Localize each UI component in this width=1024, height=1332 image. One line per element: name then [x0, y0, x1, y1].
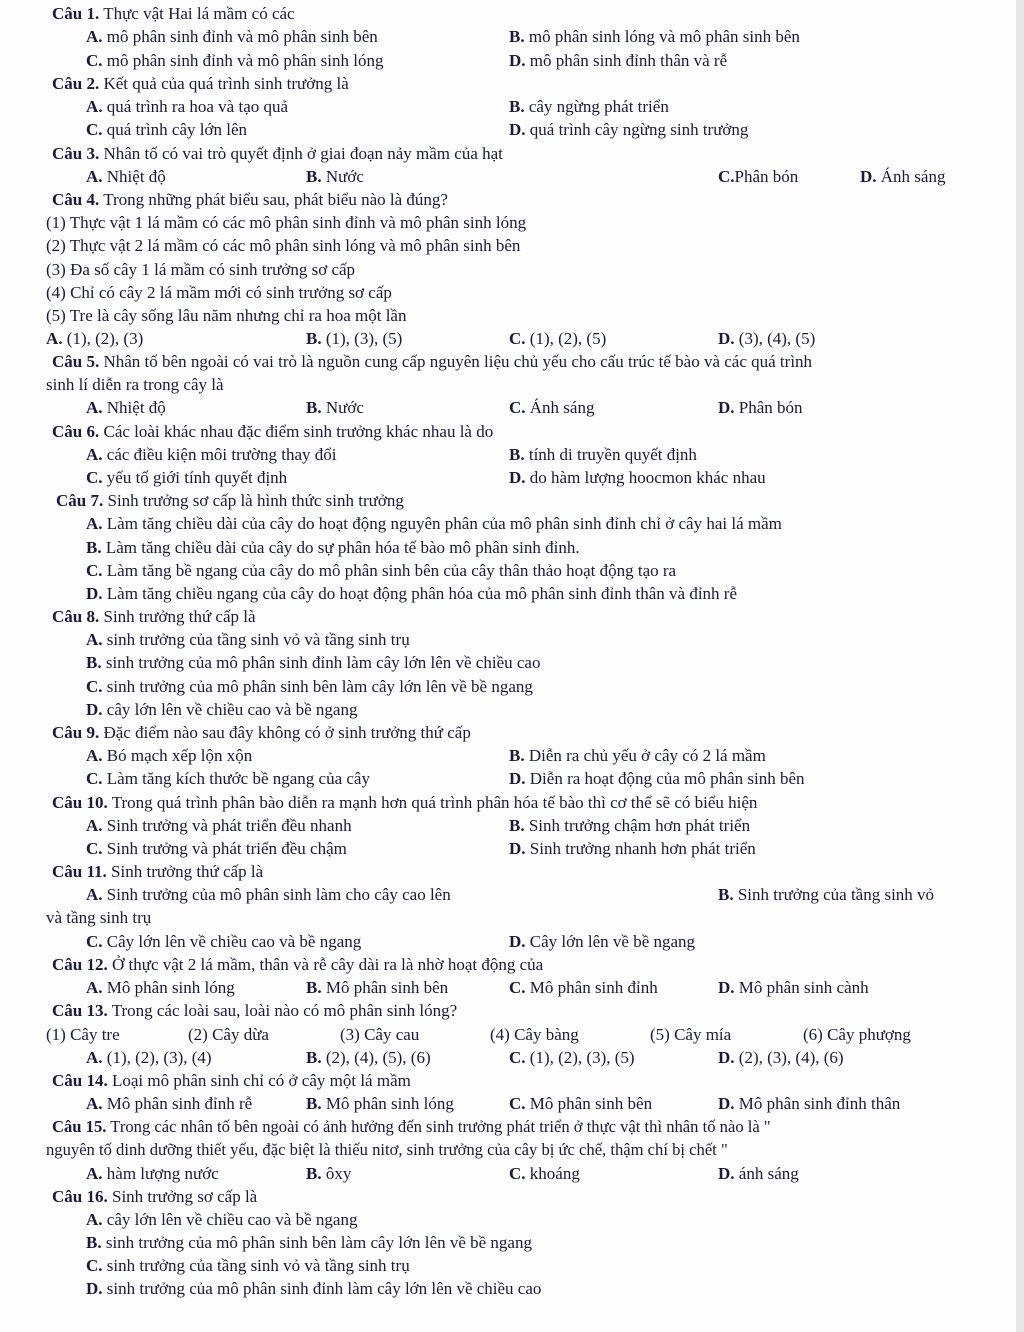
q13-option-d: D. (2), (3), (4), (6) [718, 1048, 844, 1067]
q9-option-a: A. Bó mạch xếp lộn xộn [86, 746, 253, 765]
q4-option-b: B. (1), (3), (5) [306, 329, 403, 348]
q8-option-b: B. sinh trưởng của mô phân sinh đỉnh làm cây lớn lên về chiều cao [86, 653, 541, 672]
question-9: Câu 9. Đặc điểm nào sau đây không có ở sinh trưởng thứ cấp [52, 723, 471, 742]
question-10: Câu 10. Trong quá trình phân bào diễn ra mạnh hơn quá trình phân hóa tế bào thì cơ thể sẽ có biểu hiện [52, 793, 758, 812]
q15-option-a: A. hàm lượng nước [86, 1164, 219, 1183]
question-11: Câu 11. Sinh trưởng thứ cấp là [52, 862, 264, 881]
q16-option-b: B. sinh trưởng của mô phân sinh bên làm cây lớn lên về bề ngang [86, 1233, 532, 1252]
q12-option-a: A. Mô phân sinh lóng [86, 978, 235, 997]
q12-option-b: B. Mô phân sinh bên [306, 978, 449, 997]
q1-option-d: D. mô phân sinh đỉnh thân và rễ [509, 51, 728, 70]
q12-option-c: C. Mô phân sinh đỉnh [509, 978, 658, 997]
q15-option-c: C. khoáng [509, 1164, 580, 1183]
q15-option-d: D. ánh sáng [718, 1164, 799, 1183]
right-border-strip [1016, 0, 1024, 1332]
q4-statement-5: (5) Tre là cây sống lâu năm nhưng chỉ ra hoa một lần [46, 306, 407, 325]
question-5-continued: sinh lí diễn ra trong cây là [46, 375, 224, 394]
question-4: Câu 4. Trong những phát biểu sau, phát biểu nào là đúng? [52, 190, 448, 209]
q4-option-a: A. (1), (2), (3) [46, 329, 144, 348]
q1-option-a: A. mô phân sinh đỉnh và mô phân sinh bên [86, 27, 378, 46]
q13-option-b: B. (2), (4), (5), (6) [306, 1048, 431, 1067]
q7-option-a: A. Làm tăng chiều dài của cây do hoạt động nguyên phân của mô phân sinh đỉnh chỉ ở cây hai lá mầm [86, 514, 782, 533]
q12-option-d: D. Mô phân sinh cành [718, 978, 869, 997]
q5-option-d: D. Phân bón [718, 398, 803, 417]
q13-item-1: (1) Cây tre [46, 1025, 120, 1044]
q13-option-a: A. (1), (2), (3), (4) [86, 1048, 212, 1067]
question-12: Câu 12. Ở thực vật 2 lá mầm, thân và rễ cây dài ra là nhờ hoạt động của [52, 955, 544, 974]
q15-option-b: B. ôxy [306, 1164, 352, 1183]
question-1: Câu 1. Thực vật Hai lá mầm có các [52, 4, 295, 23]
q2-option-c: C. quá trình cây lớn lên [86, 120, 248, 139]
q3-option-c: C.Phân bón [718, 167, 799, 186]
question-15: Câu 15. Trong các nhân tố bên ngoài có ảnh hưởng đến sinh trưởng phát triển ở thực vật thì nhân tố nào là " [52, 1117, 771, 1136]
q16-option-c: C. sinh trưởng của tầng sinh vỏ và tầng sinh trụ [86, 1256, 410, 1275]
q10-option-d: D. Sinh trưởng nhanh hơn phát triển [509, 839, 756, 858]
question-16: Câu 16. Sinh trưởng sơ cấp là [52, 1187, 258, 1206]
q5-option-c: C. Ánh sáng [509, 398, 595, 417]
q13-item-5: (5) Cây mía [650, 1025, 732, 1044]
q5-option-b: B. Nước [306, 398, 364, 417]
question-6: Câu 6. Các loài khác nhau đặc điểm sinh trưởng khác nhau là do [52, 422, 494, 441]
q13-item-6: (6) Cây phượng [803, 1025, 911, 1044]
q6-option-a: A. các điều kiện môi trường thay đổi [86, 445, 337, 464]
q9-option-b: B. Diễn ra chủ yếu ở cây có 2 lá mầm [509, 746, 766, 765]
q7-option-c: C. Làm tăng bề ngang của cây do mô phân sinh bên của cây thân thảo hoạt động tạo ra [86, 561, 677, 580]
q5-option-a: A. Nhiệt độ [86, 398, 166, 417]
q3-option-d: D. Ánh sáng [860, 167, 946, 186]
q9-option-d: D. Diễn ra hoạt động của mô phân sinh bên [509, 769, 805, 788]
q11-option-a: A. Sinh trưởng của mô phân sinh làm cho cây cao lên [86, 885, 451, 904]
q16-option-d: D. sinh trưởng của mô phân sinh đỉnh làm cây lớn lên về chiều cao [86, 1279, 542, 1298]
question-13: Câu 13. Trong các loài sau, loài nào có mô phân sinh lóng? [52, 1001, 458, 1020]
q7-option-b: B. Làm tăng chiều dài của cây do sự phân hóa tế bào mô phân sinh đỉnh. [86, 538, 580, 557]
q1-option-c: C. mô phân sinh đỉnh và mô phân sinh lóng [86, 51, 384, 70]
q4-statement-1: (1) Thực vật 1 lá mầm có các mô phân sinh đỉnh và mô phân sinh lóng [46, 213, 527, 232]
q6-option-b: B. tính di truyền quyết định [509, 445, 697, 464]
q13-item-4: (4) Cây bàng [490, 1025, 579, 1044]
question-5: Câu 5. Nhân tố bên ngoài có vai trò là nguồn cung cấp nguyên liệu chủ yếu cho cấu trúc tế bào và các quá trình [52, 352, 813, 371]
q6-option-c: C. yếu tố giới tính quyết định [86, 468, 288, 487]
q14-option-b: B. Mô phân sinh lóng [306, 1094, 454, 1113]
q14-option-d: D. Mô phân sinh đỉnh thân [718, 1094, 901, 1113]
question-15-continued: nguyên tố dinh dưỡng thiết yếu, đặc biệt là thiếu nitơ, sinh trưởng của cây bị ức chế, thậm chí bị chết " [46, 1140, 728, 1159]
q11-option-d: D. Cây lớn lên về bề ngang [509, 932, 696, 951]
question-3: Câu 3. Nhân tố có vai trò quyết định ở giai đoạn nảy mầm của hạt [52, 144, 503, 163]
q16-option-a: A. cây lớn lên về chiều cao và bề ngang [86, 1210, 358, 1229]
q4-option-c: C. (1), (2), (5) [509, 329, 607, 348]
q4-statement-3: (3) Đa số cây 1 lá mầm có sinh trưởng sơ cấp [46, 260, 356, 279]
q4-statement-4: (4) Chỉ có cây 2 lá mầm mới có sinh trưởng sơ cấp [46, 283, 392, 302]
question-8: Câu 8. Sinh trưởng thứ cấp là [52, 607, 256, 626]
q4-statement-2: (2) Thực vật 2 lá mầm có các mô phân sinh lóng và mô phân sinh bên [46, 236, 521, 255]
q13-item-2: (2) Cây dừa [188, 1025, 269, 1044]
q8-option-a: A. sinh trưởng của tầng sinh vỏ và tầng sinh trụ [86, 630, 410, 649]
q3-option-b: B. Nước [306, 167, 364, 186]
q1-option-b: B. mô phân sinh lóng và mô phân sinh bên [509, 27, 800, 46]
question-14: Câu 14. Loại mô phân sinh chỉ có ở cây một lá mầm [52, 1071, 411, 1090]
q2-option-a: A. quá trình ra hoa và tạo quả [86, 97, 289, 116]
q6-option-d: D. do hàm lượng hoocmon khác nhau [509, 468, 766, 487]
q8-option-d: D. cây lớn lên về chiều cao và bề ngang [86, 700, 358, 719]
q14-option-a: A. Mô phân sinh đỉnh rễ [86, 1094, 253, 1113]
q8-option-c: C. sinh trưởng của mô phân sinh bên làm cây lớn lên về bề ngang [86, 677, 533, 696]
q10-option-b: B. Sinh trưởng chậm hơn phát triển [509, 816, 751, 835]
q7-option-d: D. Làm tăng chiều ngang của cây do hoạt động phân hóa của mô phân sinh đỉnh thân và đỉnh rễ [86, 584, 738, 603]
q11-option-b: B. Sinh trưởng của tầng sinh vỏ [718, 885, 935, 904]
q9-option-c: C. Làm tăng kích thước bề ngang của cây [86, 769, 370, 788]
q11-option-c: C. Cây lớn lên về chiều cao và bề ngang [86, 932, 362, 951]
q10-option-a: A. Sinh trưởng và phát triển đều nhanh [86, 816, 352, 835]
q10-option-c: C. Sinh trưởng và phát triển đều chậm [86, 839, 347, 858]
q13-option-c: C. (1), (2), (3), (5) [509, 1048, 635, 1067]
q2-option-b: B. cây ngừng phát triển [509, 97, 669, 116]
q13-item-3: (3) Cây cau [340, 1025, 420, 1044]
question-2: Câu 2. Kết quả của quá trình sinh trưởng là [52, 74, 349, 93]
q2-option-d: D. quá trình cây ngừng sinh trưởng [509, 120, 749, 139]
q11-option-b-continued: và tầng sinh trụ [46, 908, 152, 927]
q4-option-d: D. (3), (4), (5) [718, 329, 816, 348]
q14-option-c: C. Mô phân sinh bên [509, 1094, 653, 1113]
question-7: Câu 7. Sinh trưởng sơ cấp là hình thức sinh trưởng [56, 491, 404, 510]
q3-option-a: A. Nhiệt độ [86, 167, 166, 186]
